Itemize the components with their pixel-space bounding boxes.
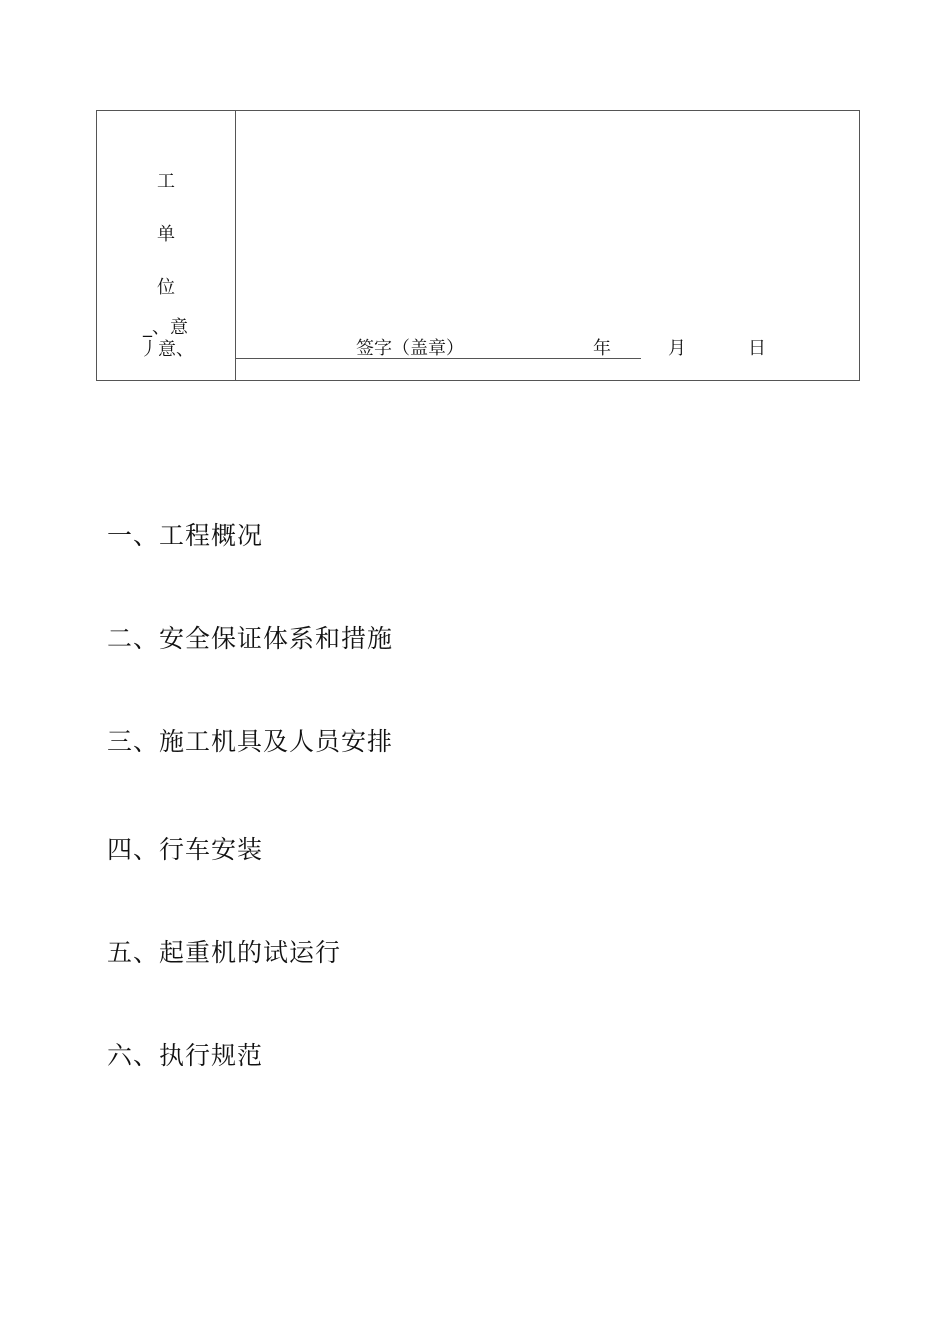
year-label: 年	[593, 338, 611, 359]
section-heading-equipment-personnel: 三、施工机具及人员安排	[107, 727, 394, 756]
unit-opinion-label-cell	[97, 111, 236, 380]
label-char-gong: 工	[157, 171, 175, 192]
section-heading-trial-run: 五、起重机的试运行	[107, 938, 342, 967]
label-line-yi-2: 丿意、	[140, 339, 194, 360]
section-heading-crane-installation: 四、行车安装	[107, 835, 264, 864]
month-label: 月	[668, 338, 686, 359]
label-char-dan: 单	[157, 224, 175, 245]
day-label: 日	[748, 338, 766, 359]
label-char-wei: 位	[157, 277, 175, 298]
section-heading-overview: 一、工程概况	[107, 521, 264, 550]
section-heading-safety: 二、安全保证体系和措施	[107, 624, 394, 653]
opinion-content-cell	[236, 111, 859, 380]
approval-form-table	[96, 110, 860, 381]
label-line-yi-1: _、意	[143, 317, 188, 338]
signature-seal-label: 签字（盖章）	[356, 338, 464, 359]
section-heading-specifications: 六、执行规范	[107, 1041, 264, 1070]
